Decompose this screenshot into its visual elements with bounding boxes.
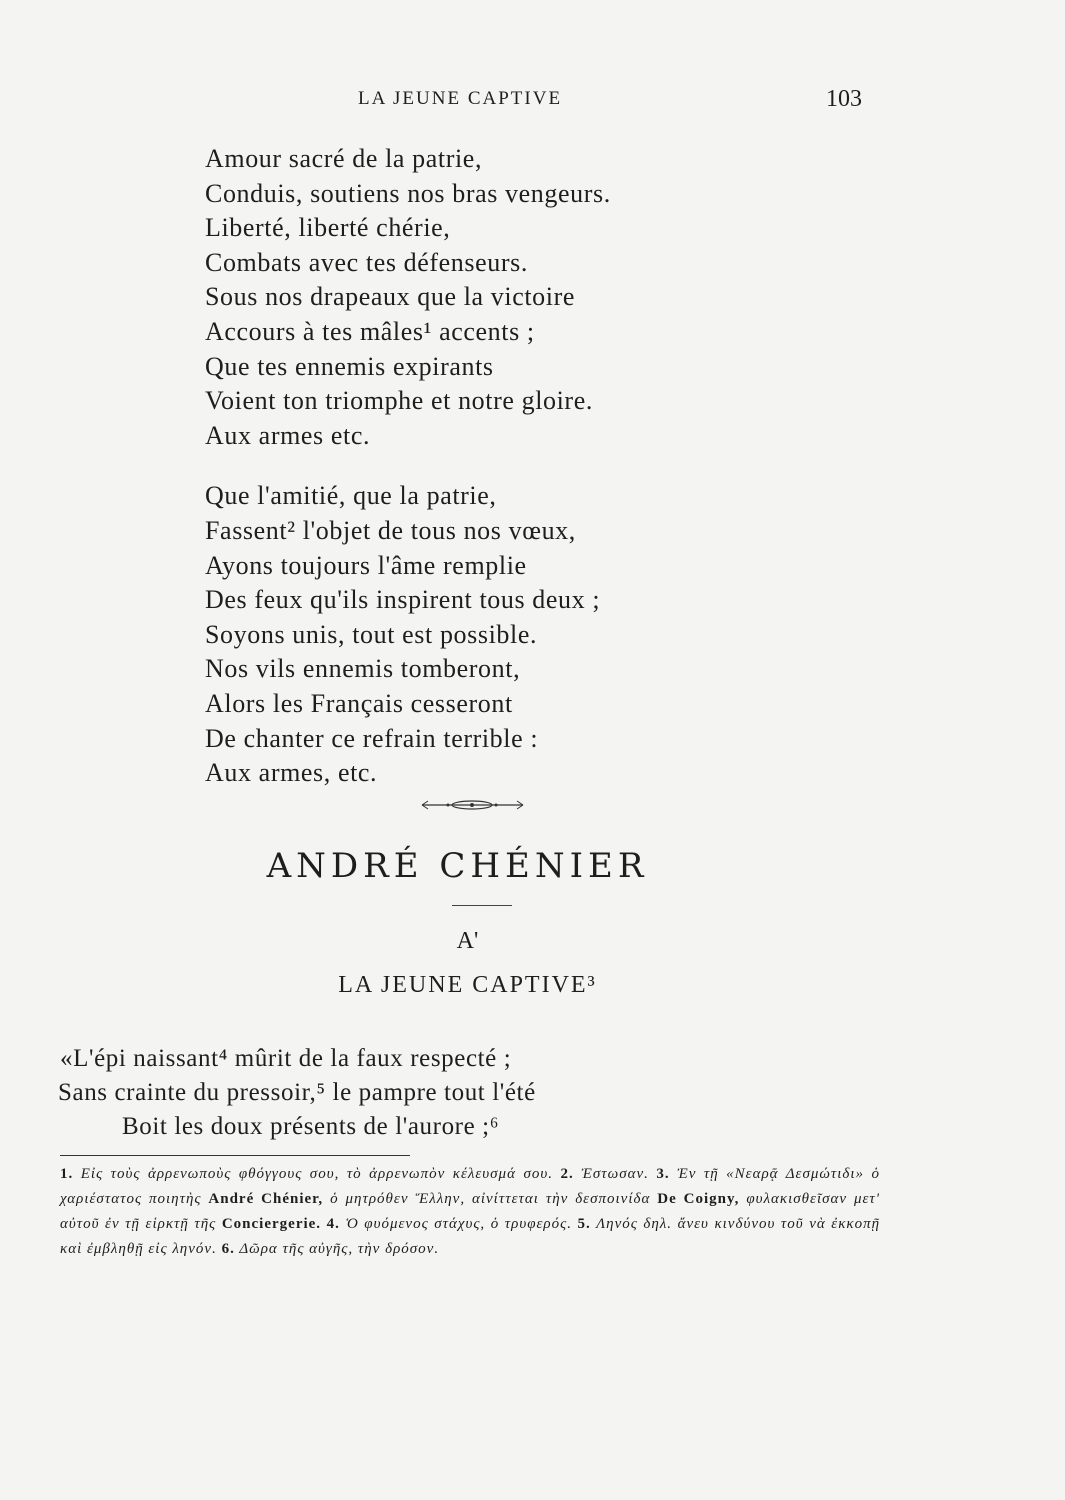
footnote-name: Conciergerie. <box>221 1216 322 1232</box>
poem-line: De chanter ce refrain terrible : <box>205 723 539 753</box>
section-numeral <box>0 928 1065 955</box>
footnote-number: 4. <box>326 1216 340 1232</box>
poem-line: Que tes ennemis expirants <box>205 351 494 381</box>
footnotes <box>60 1162 880 1262</box>
stanza-1 <box>205 142 611 453</box>
ode-line: Boit les doux présents de l'aurore ;⁶ <box>122 1113 500 1140</box>
footnote-name: De Coigny, <box>657 1191 740 1207</box>
poem-line: Conduis, soutiens nos bras vengeurs. <box>205 178 611 208</box>
author-underline <box>452 905 512 906</box>
footnote-text: Ληνός δηλ. ἄνευ κινδύνου τοῦ νὰ ἐκκοπῇ καὶ ἐμβληθῇ εἰς ληνόν. <box>60 1216 881 1257</box>
poem-line: Nos vils ennemis tomberont, <box>205 654 521 684</box>
section-title-text: LA JEUNE CAPTIVE³ <box>338 972 597 998</box>
marseillaise-poem <box>205 142 611 791</box>
poem-line: Aux armes etc. <box>205 420 371 450</box>
poem-line: Aux armes, etc. <box>205 758 378 788</box>
footnote-number: 5. <box>577 1216 591 1232</box>
poem-line: Sous nos drapeaux que la victoire <box>205 282 575 312</box>
footnote-text: Ἐστωσαν. <box>581 1166 649 1182</box>
footnote-rule <box>60 1155 410 1156</box>
footnote-text: ὁ μητρόθεν Ἕλλην, αἰνίττεται τὴν δεσποινίδα <box>330 1191 651 1207</box>
poem-line: Que l'amitié, que la patrie, <box>205 481 497 511</box>
author-name: ANDRÉ CHÉNIER <box>266 846 649 886</box>
poem-line: Alors les Français cesseront <box>205 688 513 718</box>
ode-text <box>60 1042 536 1144</box>
footnote-text: φυλακισθεῖσαν μετ' αὐτοῦ ἐν τῇ εἱρκτῇ τῆς <box>60 1191 880 1232</box>
running-head: LA JEUNE CAPTIVE <box>358 88 563 109</box>
page-number: 103 <box>826 86 862 112</box>
poem-line: Voient ton triomphe et notre gloire. <box>205 386 593 416</box>
poem-line: Soyons unis, tout est possible. <box>205 619 538 649</box>
footnote-text: Δῶρα τῆς αὐγῆς, τὴν δρόσον. <box>239 1241 440 1257</box>
poem-line: Fassent² l'objet de tous nos vœux, <box>205 515 576 545</box>
ode-line: Sans crainte du pressoir,⁵ le pampre tout l'été <box>58 1079 536 1106</box>
poem-line: Accours à tes mâles¹ accents ; <box>205 316 535 346</box>
ornament-divider-icon <box>420 798 525 812</box>
footnote-number: 6. <box>221 1241 235 1257</box>
section-title <box>0 972 1065 999</box>
ode-line: «L'épi naissant⁴ mûrit de la faux respecté ; <box>60 1045 512 1072</box>
poem-line: Des feux qu'ils inspirent tous deux ; <box>205 585 601 615</box>
footnote-text: Ὁ φυόμενος στάχυς, ὁ τρυφερός. <box>345 1216 572 1232</box>
footnote-number: 3. <box>656 1166 670 1182</box>
poem-line: Amour sacré de la patrie, <box>205 144 483 173</box>
poem-line: Liberté, liberté chérie, <box>205 213 451 243</box>
footnote-text: Εἰς τοὺς ἀρρενωποὺς φθόγγους σου, τὸ ἀρρενωπὸν κέλευσμά σου. <box>80 1166 553 1182</box>
section-numeral-text: A' <box>456 928 479 954</box>
footnote-number: 1. <box>60 1166 74 1182</box>
stanza-2 <box>205 479 611 790</box>
poem-line: Ayons toujours l'âme remplie <box>205 550 527 580</box>
footnote-text: Ἐν τῇ «Νεαρᾷ Δεσμώτιδι» ὁ χαριέστατος ποιητὴς <box>60 1166 880 1207</box>
footnote-name: André Chénier, <box>208 1191 324 1207</box>
author-heading <box>0 846 1065 886</box>
poem-line: Combats avec tes défenseurs. <box>205 247 528 277</box>
footnote-number: 2. <box>560 1166 574 1182</box>
